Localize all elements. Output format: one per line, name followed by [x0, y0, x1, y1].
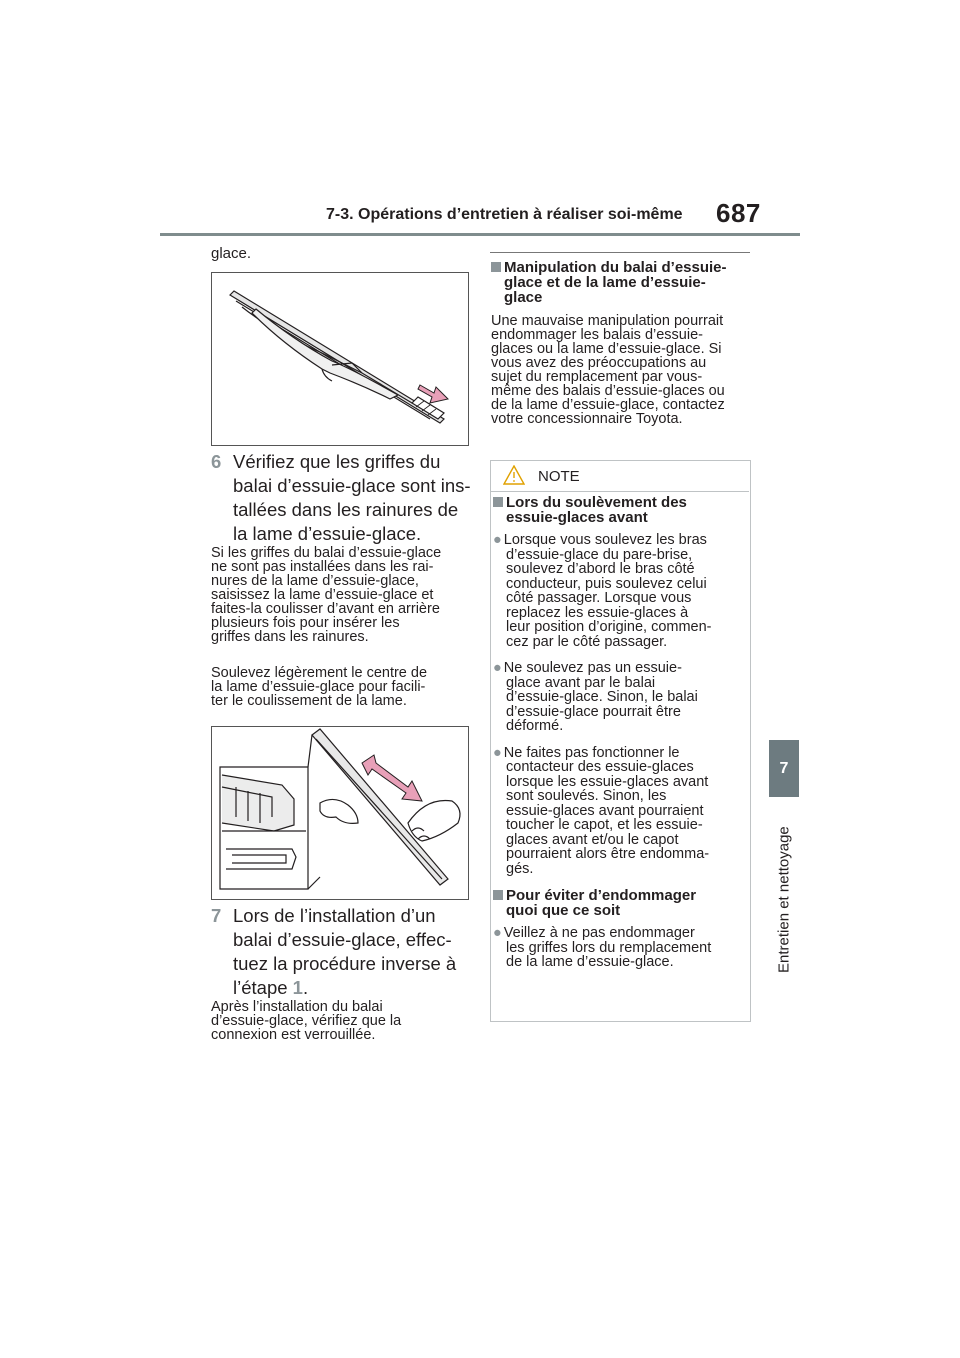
blade-insertion-figure: [211, 726, 469, 900]
para-line: d’essuie-glace, vérifiez que la: [211, 1013, 402, 1029]
para-line: connexion est verrouillée.: [211, 1027, 376, 1043]
para-line: Soulevez légèrement le centre de: [211, 665, 428, 681]
note-bullet-1: ● Lorsque vous soulevez les bras d’essuie-glace du pare-brise, soulevez d’abord le bras côté conducteur, puis soulevez celui côté passager. Lorsque vous replacez les essuie-glaces à leur position d’origine, commen- cez par le côté passager.: [493, 532, 712, 650]
step-reference: 1: [292, 977, 303, 998]
step-7-line: tuez la procédure inverse à: [233, 953, 457, 974]
step-7-last-suffix: .: [302, 977, 309, 998]
step-6-line: balai d’essuie-glace sont ins-: [233, 475, 471, 496]
step-6-line: Vérifiez que les griffes du: [233, 451, 441, 472]
round-bullet-icon: ●: [493, 744, 502, 761]
step-6: [211, 450, 471, 546]
step-7: [211, 904, 471, 1000]
para-line: plusieurs fois pour insérer les: [211, 615, 400, 631]
step-6-line: tallées dans les rainures de: [233, 499, 459, 520]
header-title: 7-3. Opérations d’entretien à réaliser soi-même: [326, 206, 683, 223]
step-7-last-line: [233, 976, 471, 1000]
paragraph-2: [211, 666, 471, 708]
para-line: griffes dans les rainures.: [211, 629, 369, 645]
note-header: [491, 461, 749, 492]
wiper-blade-figure: [211, 272, 469, 446]
intro-text: glace.: [211, 245, 252, 262]
square-bullet-icon: [493, 890, 503, 900]
para-line: saisissez la lame d’essuie-glace et: [211, 587, 434, 603]
section-title: Manipulation du balai d’essuie- glace et de la lame d’essuie- glace: [491, 260, 751, 305]
para-line: ne sont pas installées dans les rai-: [211, 559, 434, 575]
note-heading-1: Lors du soulèvement des essuie-glaces avant: [493, 495, 745, 525]
note-bullet-4: ● Veillez à ne pas endommager les griffes lors du remplacement de la lame d’essuie-glace.: [493, 925, 712, 970]
para-line: ter le coulissement de la lame.: [211, 693, 407, 709]
para-line: nures de la lame d’essuie-glace,: [211, 573, 419, 589]
section-rule: [490, 252, 750, 253]
para-line: la lame d’essuie-glace pour facili-: [211, 679, 426, 695]
square-bullet-icon: [493, 497, 503, 507]
step-6-line: la lame d’essuie-glace.: [233, 523, 422, 544]
wiper-blade-illustration: [212, 273, 468, 445]
body-line: votre concessionnaire Toyota.: [491, 411, 683, 427]
body-line: de la lame d’essuie-glace, contactez: [491, 397, 725, 413]
para-line: Si les griffes du balai d’essuie-glace: [211, 545, 442, 561]
step-7-line: Lors de l’installation d’un: [233, 905, 436, 926]
body-line: sujet du remplacement par vous-: [491, 369, 703, 385]
body-line: endommager les balais d’essuie-: [491, 327, 703, 343]
square-bullet-icon: [491, 262, 501, 272]
step-7-line: balai d’essuie-glace, effec-: [233, 929, 452, 950]
chapter-label: Entretien et nettoyage: [775, 826, 793, 974]
round-bullet-icon: ●: [493, 660, 502, 676]
note-bullet-2: ● Ne soulevez pas un essuie- glace avant par le balai d’essuie-glace. Sinon, le balai d’essuie-glace pourrait être déformé.: [493, 660, 698, 734]
para-line: Après l’installation du balai: [211, 999, 383, 1015]
round-bullet-icon: ●: [493, 925, 502, 941]
blade-insertion-illustration: [212, 727, 468, 899]
step-6-number: 6: [211, 451, 222, 472]
section-body: [491, 314, 753, 426]
note-bullet-3: ● Ne faites pas fonctionner le contacteur des essuie-glaces lorsque les essuie-glaces avant sont soulevés. Sinon, les essuie-glaces avant pourraient toucher le capot, et les essuie- glaces avant et/ou le capot pourraient alors être endomma- gés.: [493, 744, 710, 877]
paragraph-3: [211, 1000, 471, 1042]
body-line: vous avez des préoccupations au: [491, 355, 707, 371]
para-line: faites-la coulisser d’avant en arrière: [211, 601, 440, 617]
note-content: [493, 495, 745, 970]
step-7-number: 7: [211, 905, 222, 926]
header-rule: [160, 233, 800, 236]
note-heading-2: Pour éviter d’endommager quoi que ce soit: [493, 888, 745, 918]
note-title: NOTE: [538, 468, 580, 485]
paragraph-1: [211, 546, 471, 644]
page-number: 687: [716, 198, 761, 228]
chapter-tab[interactable]: 7: [769, 740, 799, 797]
body-line: même des balais d’essuie-glaces ou: [491, 383, 725, 399]
warning-triangle-icon: [503, 465, 525, 485]
body-line: Une mauvaise manipulation pourrait: [491, 313, 724, 329]
body-line: glaces ou la lame d’essuie-glace. Si: [491, 341, 722, 357]
step-7-last-prefix: l’étape: [233, 977, 293, 998]
round-bullet-icon: ●: [493, 532, 502, 548]
